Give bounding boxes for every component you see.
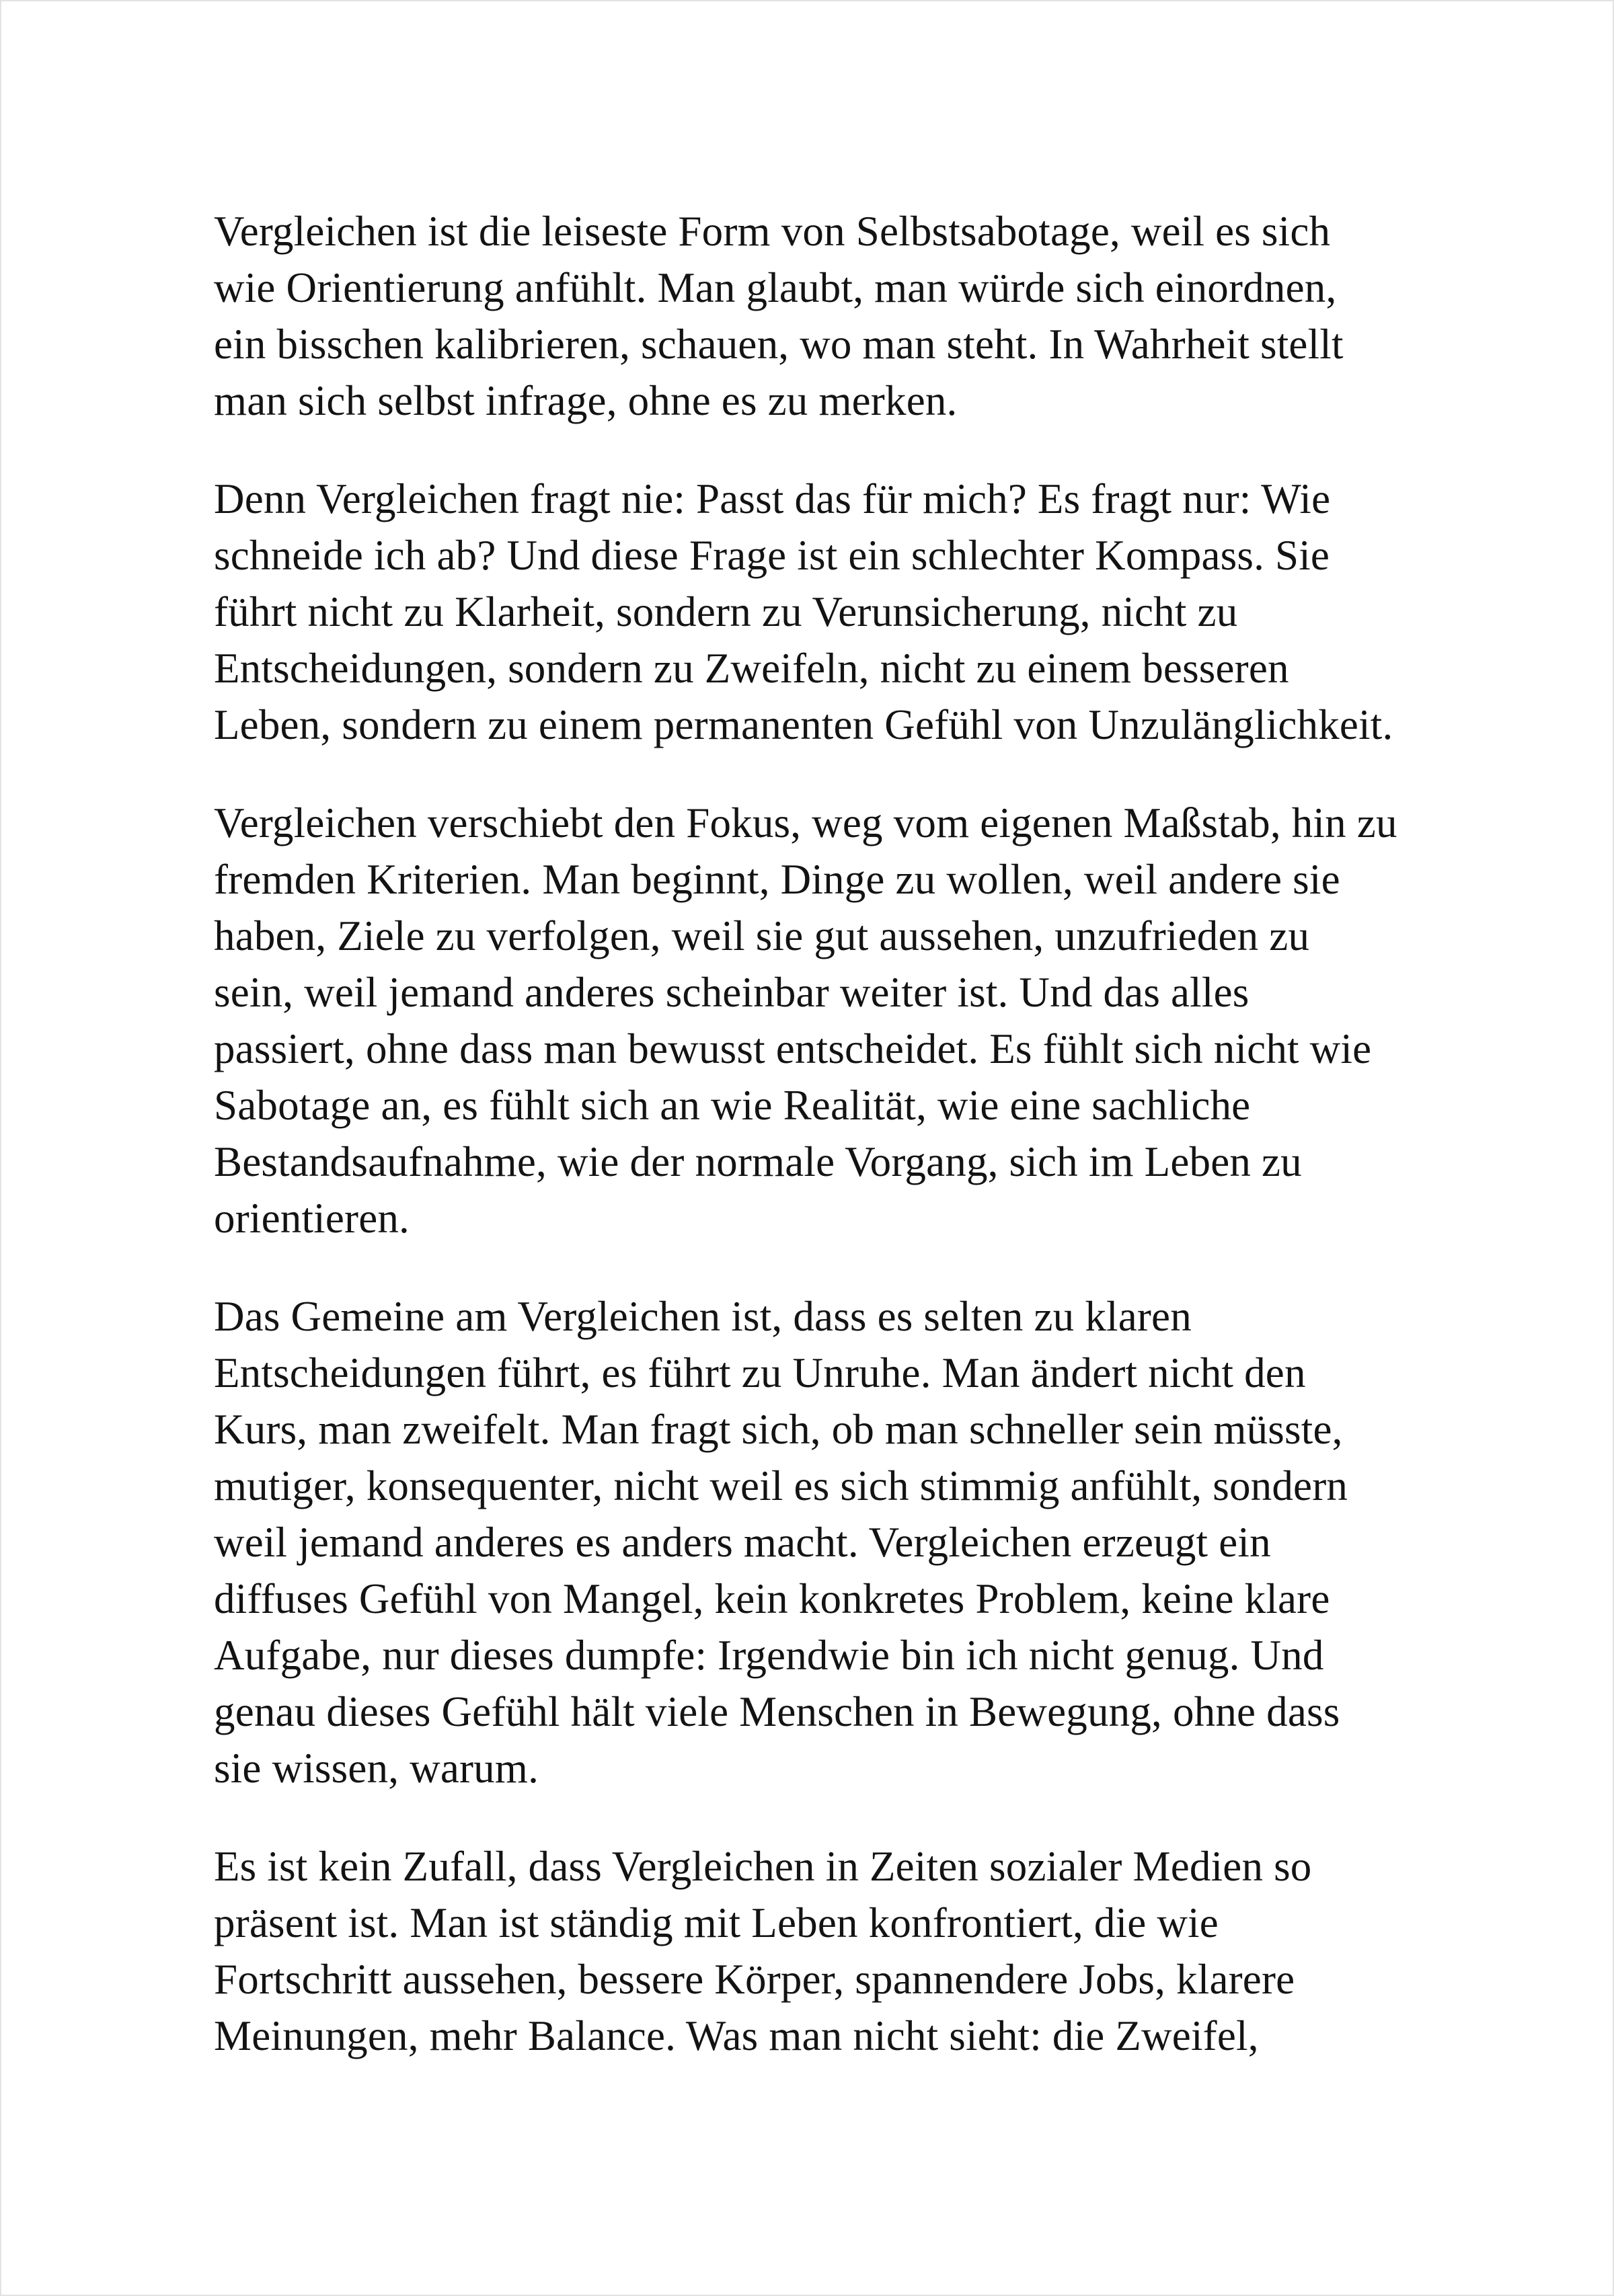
paragraph: Vergleichen ist die leiseste Form von Selbstsabotage, weil es sich wie Orientierung anfühlt. Man glaubt, man würde sich einordnen, ein bisschen kalibrieren, schauen, wo man steht. In Wahrheit stellt man sich selbst infrage, ohne es zu merken. — [214, 208, 1344, 424]
document-text-block — [214, 203, 1397, 2064]
paragraph: Es ist kein Zufall, dass Vergleichen in Zeiten sozialer Medien so präsent ist. Man ist ständig mit Leben konfrontiert, die wie Fortschritt aussehen, bessere Körper, spannendere Jobs, klarere Meinungen, mehr Balance. Was man nicht sieht: die Zweifel, — [214, 1843, 1312, 2059]
paragraph: Denn Vergleichen fragt nie: Passt das für mich? Es fragt nur: Wie schneide ich ab? Und diese Frage ist ein schlechter Kompass. Sie führt nicht zu Klarheit, sondern zu Verunsicherung, nicht zu Entscheidungen, sondern zu Zweifeln, nicht zu einem besseren Leben, sondern zu einem permanenten Gefühl von Unzulänglichkeit. — [214, 475, 1393, 748]
paragraph: Das Gemeine am Vergleichen ist, dass es selten zu klaren Entscheidungen führt, es führt zu Unruhe. Man ändert nicht den Kurs, man zweifelt. Man fragt sich, ob man schneller sein müsste, mutiger, konsequenter, nicht weil es sich stimmig anfühlt, sondern weil jemand anderes es anders macht. Vergleichen erzeugt ein diffuses Gefühl von Mangel, kein konkretes Problem, keine klare Aufgabe, nur dieses dumpfe: Irgendwie bin ich nicht genug. Und genau dieses Gefühl hält viele Menschen in Bewegung, ohne dass sie wissen, warum. — [214, 1293, 1348, 1792]
paragraph: Vergleichen verschiebt den Fokus, weg vom eigenen Maßstab, hin zu fremden Kriterien. Man beginnt, Dinge zu wollen, weil andere sie haben, Ziele zu verfolgen, weil sie gut aussehen, unzufrieden zu sein, weil jemand anderes scheinbar weiter ist. Und das alles passiert, ohne dass man bewusst entscheidet. Es fühlt sich nicht wie Sabotage an, es fühlt sich an wie Realität, wie eine sachliche Bestandsaufnahme, wie der normale Vorgang, sich im Leben zu orientieren. — [214, 799, 1397, 1242]
